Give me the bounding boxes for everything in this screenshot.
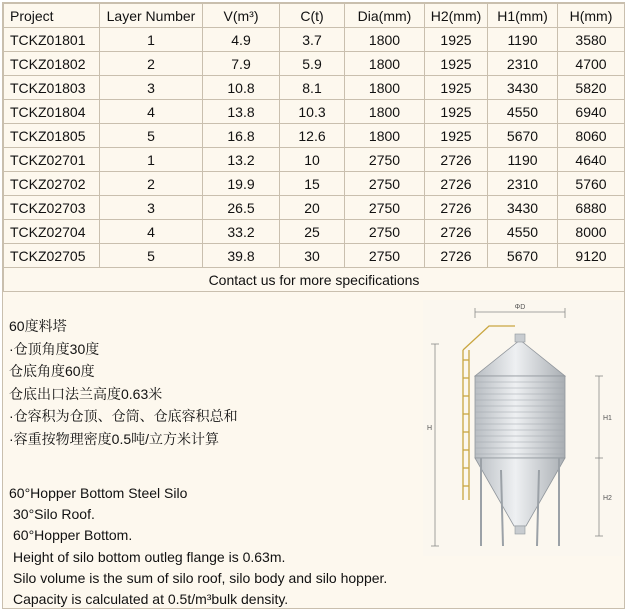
cell-h2: 1925 <box>425 76 488 100</box>
table-row <box>4 220 625 244</box>
cell-capacity: 25 <box>280 220 345 244</box>
cell-h1: 2310 <box>488 172 558 196</box>
cell-diameter: 1800 <box>345 28 425 52</box>
column-header-h: H(mm) <box>558 4 625 28</box>
table-row <box>4 244 625 268</box>
spec-table <box>3 3 625 292</box>
table-row <box>4 52 625 76</box>
cell-h1: 4550 <box>488 220 558 244</box>
cell-h2: 2726 <box>425 148 488 172</box>
cell-h: 6940 <box>558 100 625 124</box>
cell-h2: 1925 <box>425 124 488 148</box>
cell-project: TCKZ02704 <box>4 220 100 244</box>
cell-volume: 19.9 <box>203 172 280 196</box>
table-row <box>4 172 625 196</box>
cell-project: TCKZ01803 <box>4 76 100 100</box>
cell-layer-number: 4 <box>100 220 203 244</box>
cell-volume: 39.8 <box>203 244 280 268</box>
cell-capacity: 30 <box>280 244 345 268</box>
cell-project: TCKZ02703 <box>4 196 100 220</box>
cell-h: 8060 <box>558 124 625 148</box>
cell-h1: 5670 <box>488 244 558 268</box>
cell-capacity: 15 <box>280 172 345 196</box>
chinese-note-line: ·容重按物理密度0.5吨/立方米计算 <box>9 430 220 447</box>
cell-diameter: 2750 <box>345 196 425 220</box>
cell-h: 5820 <box>558 76 625 100</box>
table-row <box>4 76 625 100</box>
table-footer-row <box>4 268 625 292</box>
table-row <box>4 100 625 124</box>
cell-h1: 1190 <box>488 28 558 52</box>
cell-h2: 1925 <box>425 52 488 76</box>
cell-h1: 1190 <box>488 148 558 172</box>
cell-capacity: 8.1 <box>280 76 345 100</box>
cell-h: 9120 <box>558 244 625 268</box>
height-label: H <box>427 425 433 432</box>
cell-h1: 4550 <box>488 100 558 124</box>
chinese-notes <box>9 315 238 450</box>
table-row <box>4 28 625 52</box>
table-row <box>4 124 625 148</box>
cell-project: TCKZ01804 <box>4 100 100 124</box>
english-note-line: Height of silo bottom outleg flange is 0.63m. <box>13 548 286 565</box>
cell-volume: 10.8 <box>203 76 280 100</box>
cell-layer-number: 5 <box>100 244 203 268</box>
cell-layer-number: 2 <box>100 52 203 76</box>
cell-diameter: 1800 <box>345 100 425 124</box>
cell-h: 4640 <box>558 148 625 172</box>
cell-layer-number: 3 <box>100 76 203 100</box>
cell-capacity: 20 <box>280 196 345 220</box>
cell-h: 5760 <box>558 172 625 196</box>
cell-diameter: 2750 <box>345 172 425 196</box>
cell-volume: 13.2 <box>203 148 280 172</box>
cell-diameter: 1800 <box>345 52 425 76</box>
cell-diameter: 1800 <box>345 124 425 148</box>
cell-capacity: 5.9 <box>280 52 345 76</box>
cell-h2: 2726 <box>425 172 488 196</box>
column-header-h2: H2(mm) <box>425 4 488 28</box>
cell-diameter: 2750 <box>345 220 425 244</box>
english-note-line: 30°Silo Roof. <box>13 506 95 523</box>
h2-label: H2 <box>603 495 612 502</box>
cell-h: 4700 <box>558 52 625 76</box>
contact-note: Contact us for more specifications <box>4 268 625 292</box>
spec-sheet <box>2 2 625 609</box>
cell-diameter: 2750 <box>345 244 425 268</box>
cell-volume: 33.2 <box>203 220 280 244</box>
cell-capacity: 10 <box>280 148 345 172</box>
english-notes-title: 60°Hopper Bottom Steel Silo <box>9 485 188 501</box>
table-header-row <box>4 4 625 28</box>
cell-volume: 13.8 <box>203 100 280 124</box>
outlet-flange <box>515 526 525 534</box>
column-header-layer-number: Layer Number <box>100 4 203 28</box>
cell-volume: 26.5 <box>203 196 280 220</box>
english-notes <box>9 483 387 610</box>
cell-project: TCKZ01805 <box>4 124 100 148</box>
cell-capacity: 3.7 <box>280 28 345 52</box>
column-header-diameter: Dia(mm) <box>345 4 425 28</box>
cell-capacity: 10.3 <box>280 100 345 124</box>
silo-body <box>475 376 565 458</box>
cell-h: 3580 <box>558 28 625 52</box>
column-header-project: Project <box>4 4 100 28</box>
cell-h2: 1925 <box>425 100 488 124</box>
chinese-note-line: ·仓容积为仓顶、仓筒、仓底容积总和 <box>9 408 238 424</box>
cell-h: 8000 <box>558 220 625 244</box>
column-header-volume: V(m³) <box>203 4 280 28</box>
chinese-note-line: 60度料塔 <box>9 318 67 334</box>
diameter-label: ΦD <box>514 304 526 311</box>
cell-capacity: 12.6 <box>280 124 345 148</box>
cell-layer-number: 3 <box>100 196 203 220</box>
table-row <box>4 196 625 220</box>
english-note-line: 60°Hopper Bottom. <box>13 527 133 544</box>
silo-diagram <box>423 300 621 556</box>
cell-project: TCKZ01801 <box>4 28 100 52</box>
column-header-capacity: C(t) <box>280 4 345 28</box>
chinese-note-line: 仓底角度60度 <box>9 363 95 379</box>
cell-h1: 2310 <box>488 52 558 76</box>
cell-h2: 2726 <box>425 244 488 268</box>
cell-diameter: 1800 <box>345 76 425 100</box>
cell-volume: 16.8 <box>203 124 280 148</box>
cell-layer-number: 2 <box>100 172 203 196</box>
cell-project: TCKZ01802 <box>4 52 100 76</box>
cell-h2: 2726 <box>425 220 488 244</box>
cell-project: TCKZ02702 <box>4 172 100 196</box>
cell-volume: 4.9 <box>203 28 280 52</box>
cell-h1: 3430 <box>488 196 558 220</box>
cell-h2: 1925 <box>425 28 488 52</box>
cell-h2: 2726 <box>425 196 488 220</box>
chinese-note-line: 仓底出口法兰高度0.63米 <box>9 385 163 402</box>
cell-h1: 5670 <box>488 124 558 148</box>
cell-layer-number: 1 <box>100 148 203 172</box>
column-header-h1: H1(mm) <box>488 4 558 28</box>
cell-project: TCKZ02705 <box>4 244 100 268</box>
table-row <box>4 148 625 172</box>
cell-project: TCKZ02701 <box>4 148 100 172</box>
chinese-note-line: ·仓顶角度30度 <box>9 340 100 357</box>
cell-h1: 3430 <box>488 76 558 100</box>
roof-vent <box>515 334 525 342</box>
cell-layer-number: 5 <box>100 124 203 148</box>
h1-label: H1 <box>603 415 612 422</box>
cell-volume: 7.9 <box>203 52 280 76</box>
english-note-line: Silo volume is the sum of silo roof, silo body and silo hopper. <box>13 569 388 586</box>
cell-layer-number: 1 <box>100 28 203 52</box>
cell-h: 6880 <box>558 196 625 220</box>
cell-layer-number: 4 <box>100 100 203 124</box>
cell-diameter: 2750 <box>345 148 425 172</box>
english-note-line: Capacity is calculated at 0.5t/m³bulk density. <box>13 591 289 608</box>
